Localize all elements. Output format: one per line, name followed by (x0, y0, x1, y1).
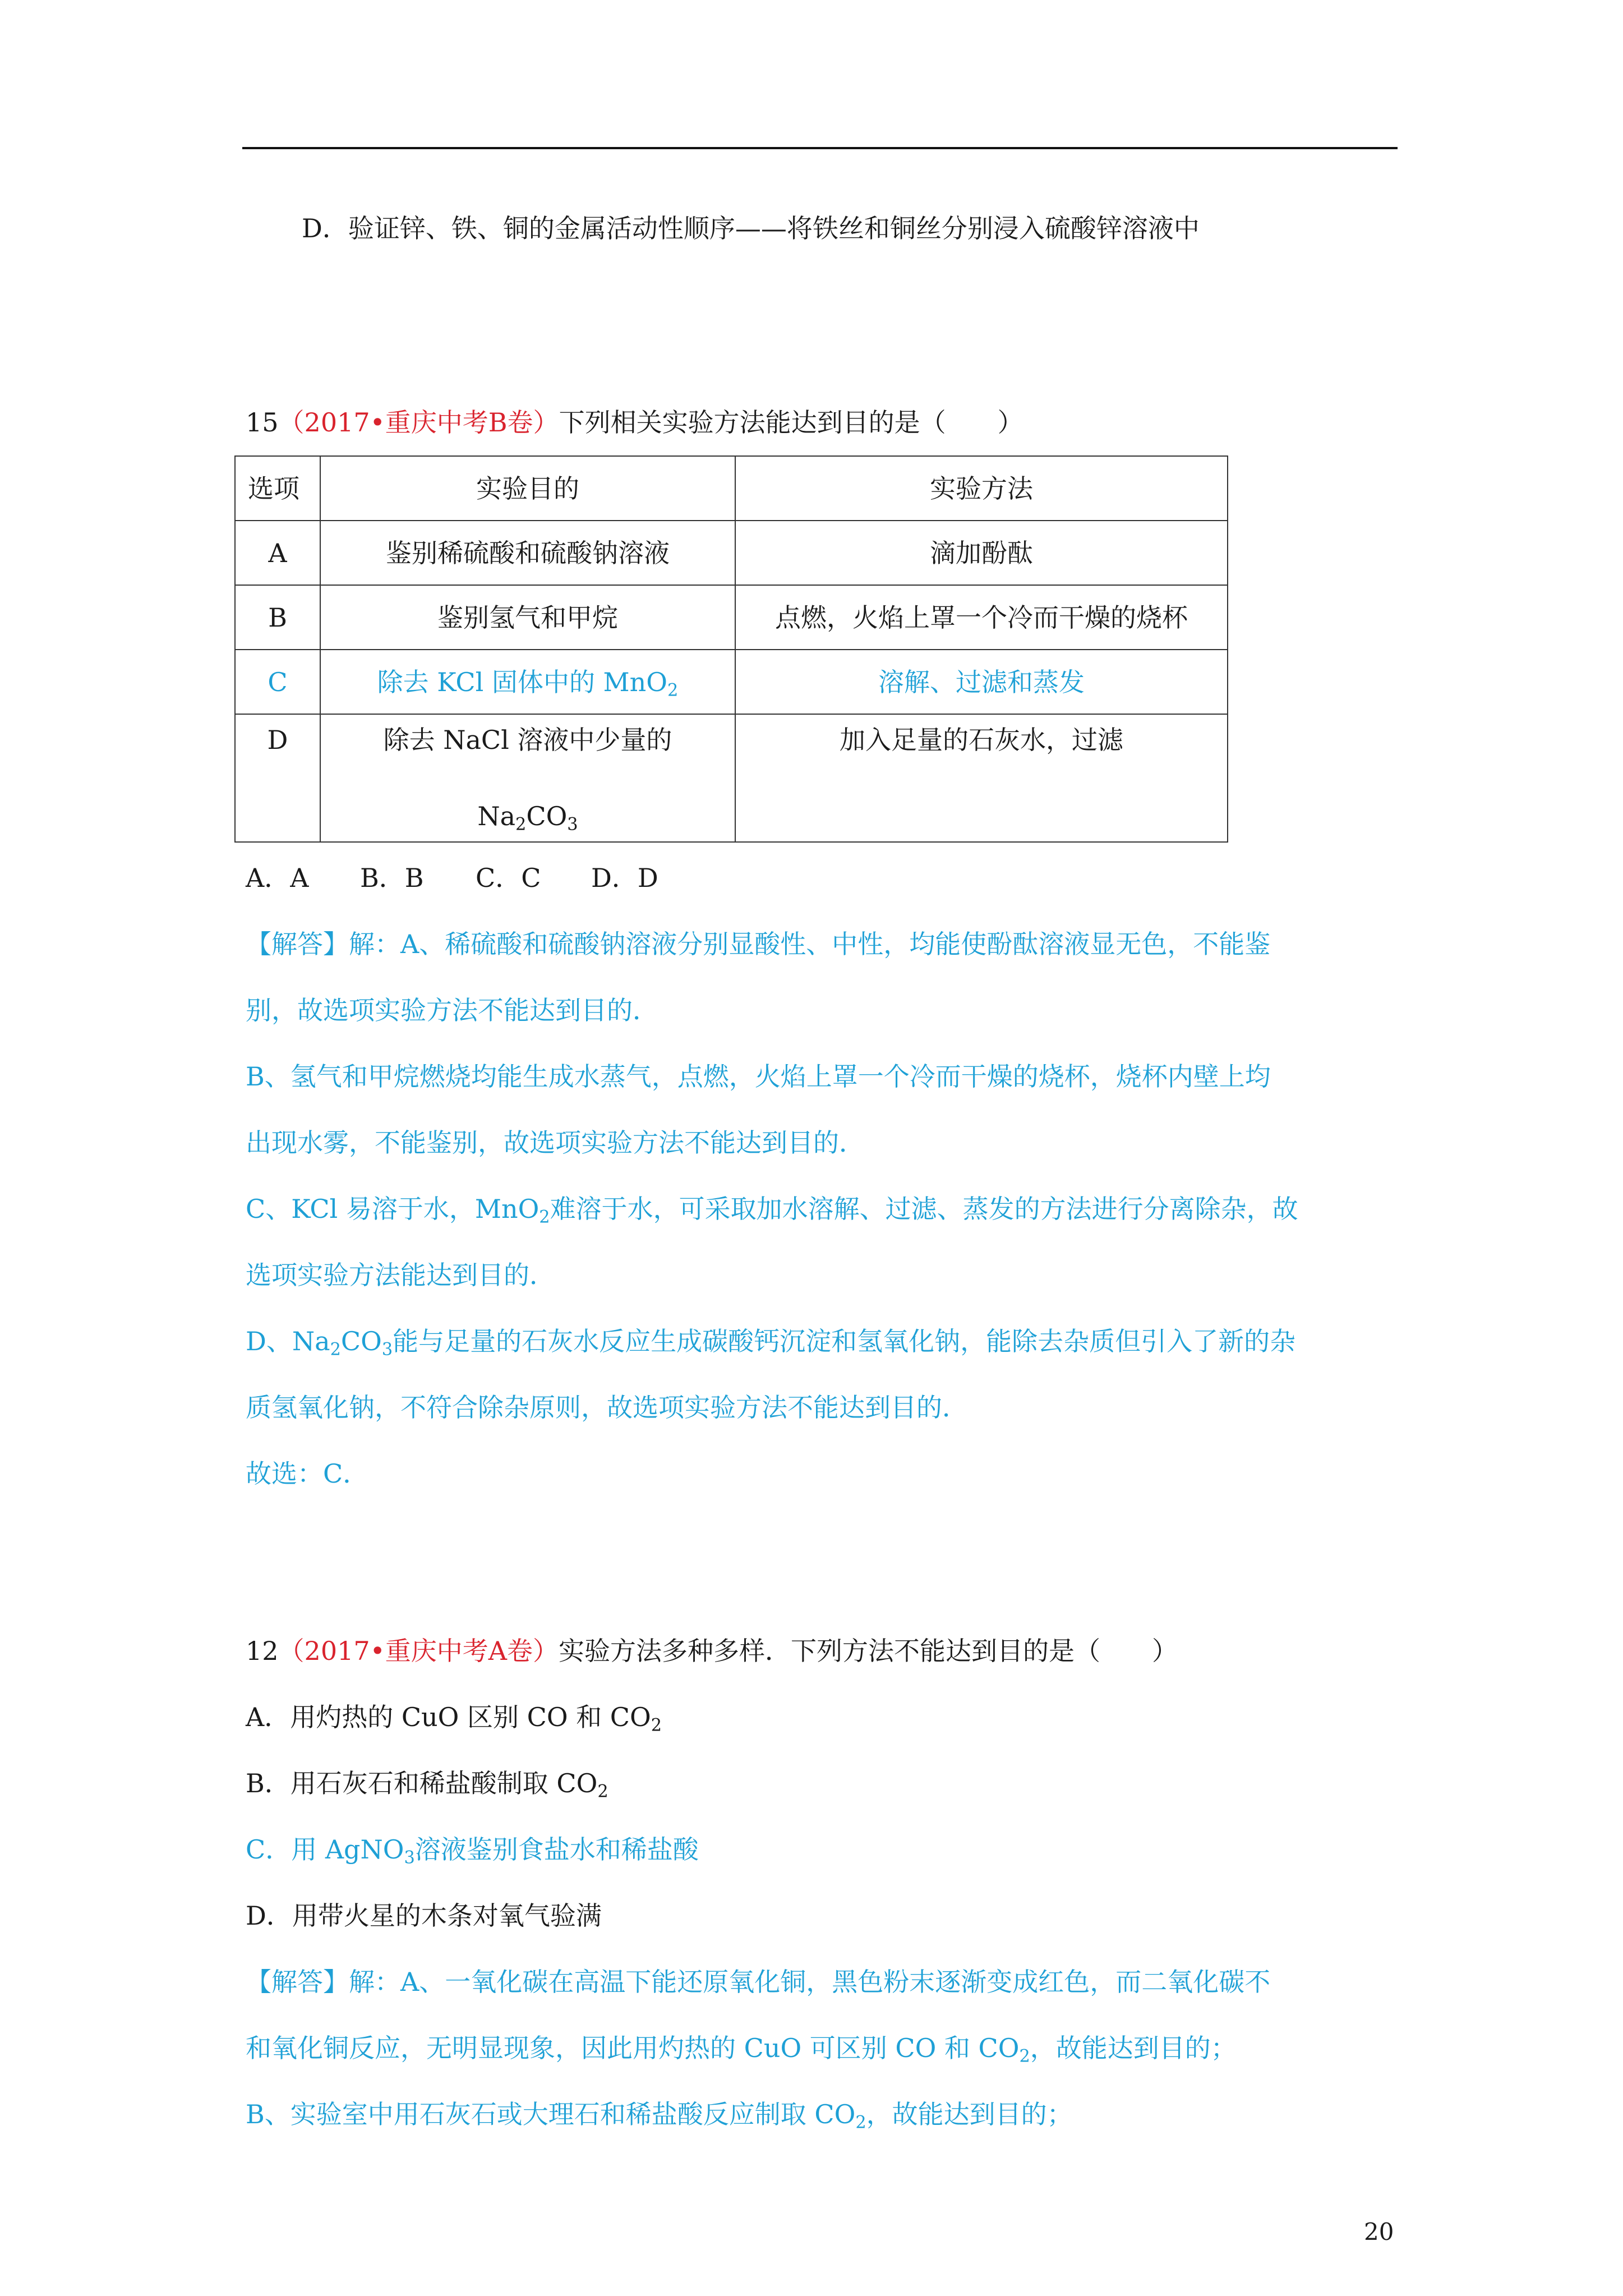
page-number: 20 (1364, 2218, 1394, 2246)
row-option: C (235, 650, 320, 714)
q12-stem: 实验方法多种多样．下列方法不能达到目的是（ ） (558, 1636, 1178, 1666)
answer-tag: 【解答】 (246, 1967, 349, 1997)
header-rule (242, 147, 1398, 149)
q15-choice-c: C．C (476, 863, 541, 893)
q15-answer-line: 出现水雾，不能鉴别，故选项实验方法不能达到目的． (246, 1128, 865, 1158)
q12-answer-line: 【解答】解：A、一氧化碳在高温下能还原氧化铜，黑色粉末逐渐变成红色，而二氧化碳不 (246, 1967, 1271, 1997)
q15-answer-line: C、KCl 易溶于水，MnO$_2$难溶于水，可采取加水溶解、过滤、蒸发的方法进行分离除杂，故 (246, 1194, 1298, 1227)
q15-number: 15 (246, 407, 279, 438)
q15-table (234, 455, 1228, 843)
header-purpose: 实验目的 (320, 456, 735, 521)
q15-answer-line: 别，故选项实验方法不能达到目的． (246, 995, 658, 1025)
row-method: 点燃，火焰上罩一个冷而干燥的烧杯 (735, 585, 1228, 650)
row-method: 滴加酚酞 (735, 521, 1228, 585)
q12-option-c: C．用 AgNO$_3$溶液鉴别食盐水和稀盐酸 (246, 1834, 699, 1868)
q15-choice-b: B．B (360, 863, 424, 893)
q15-choice-a: A．A (246, 863, 309, 893)
prev-option-d: D．验证锌、铁、铜的金属活动性顺序——将铁丝和铜丝分别浸入硫酸锌溶液中 (302, 213, 1200, 243)
row-purpose: 除去 NaCl 溶液中少量的 $Na_2CO_3$ (320, 714, 735, 842)
q15-answer-line: 选项实验方法能达到目的． (246, 1260, 555, 1290)
q12-number: 12 (246, 1636, 279, 1666)
q15-answer-line: 【解答】解：A、稀硫酸和硫酸钠溶液分别显酸性、中性，均能使酚酞溶液显无色，不能鉴 (246, 929, 1271, 959)
table-row (235, 714, 1228, 842)
table-row-answer (235, 650, 1228, 714)
q15-answer-line: D、$Na_2CO_3$能与足量的石灰水反应生成碳酸钙沉淀和氢氧化钠，能除去杂质但引入了新的杂 (246, 1326, 1296, 1360)
table-row (235, 521, 1228, 585)
row-purpose: 鉴别氢气和甲烷 (320, 585, 735, 650)
q15-answer-final: 故选：C． (246, 1458, 369, 1489)
q12-source: （2017•重庆中考A卷） (278, 1636, 559, 1666)
header-option: 选项 (235, 456, 320, 521)
q12-option-d: D．用带火星的木条对氧气验满 (246, 1901, 602, 1931)
row-option: D (235, 714, 320, 842)
row-purpose: 鉴别稀硫酸和硫酸钠溶液 (320, 521, 735, 585)
row-method: 溶解、过滤和蒸发 (735, 650, 1228, 714)
q12-option-a: A．用灼热的 CuO 区别 CO 和 $CO_2$ (246, 1702, 662, 1736)
q12-answer-line: B、实验室中用石灰石或大理石和稀盐酸反应制取 $CO_2$，故能达到目的； (246, 2099, 1073, 2133)
q15-answer-line: 质氢氧化钠，不符合除杂原则，故选项实验方法不能达到目的． (246, 1392, 968, 1423)
header-method: 实验方法 (735, 456, 1228, 521)
q15-stem-line (246, 407, 1023, 438)
q12-option-b: B．用石灰石和稀盐酸制取 $CO_2$ (246, 1768, 608, 1802)
q15-answer-line: B、氢气和甲烷燃烧均能生成水蒸气，点燃，火焰上罩一个冷而干燥的烧杯，烧杯内壁上均 (246, 1061, 1271, 1092)
row-option: B (235, 585, 320, 650)
q15-source: （2017•重庆中考B卷） (278, 407, 559, 438)
row-method: 加入足量的石灰水，过滤 (735, 714, 1228, 842)
row-option: A (235, 521, 320, 585)
q12-stem-line (246, 1638, 1178, 1664)
q12-answer-line: 和氧化铜反应，无明显现象，因此用灼热的 CuO 可区别 CO 和 $CO_2$，故能达到目的； (246, 2033, 1237, 2067)
table-header-row (235, 456, 1228, 521)
answer-tag: 【解答】 (246, 929, 349, 959)
table-row (235, 585, 1228, 650)
q15-choice-d: D．D (591, 863, 658, 893)
q15-stem: 下列相关实验方法能达到目的是（ ） (559, 407, 1023, 438)
row-purpose: 除去 KCl 固体中的 MnO$_2$ (320, 650, 735, 714)
